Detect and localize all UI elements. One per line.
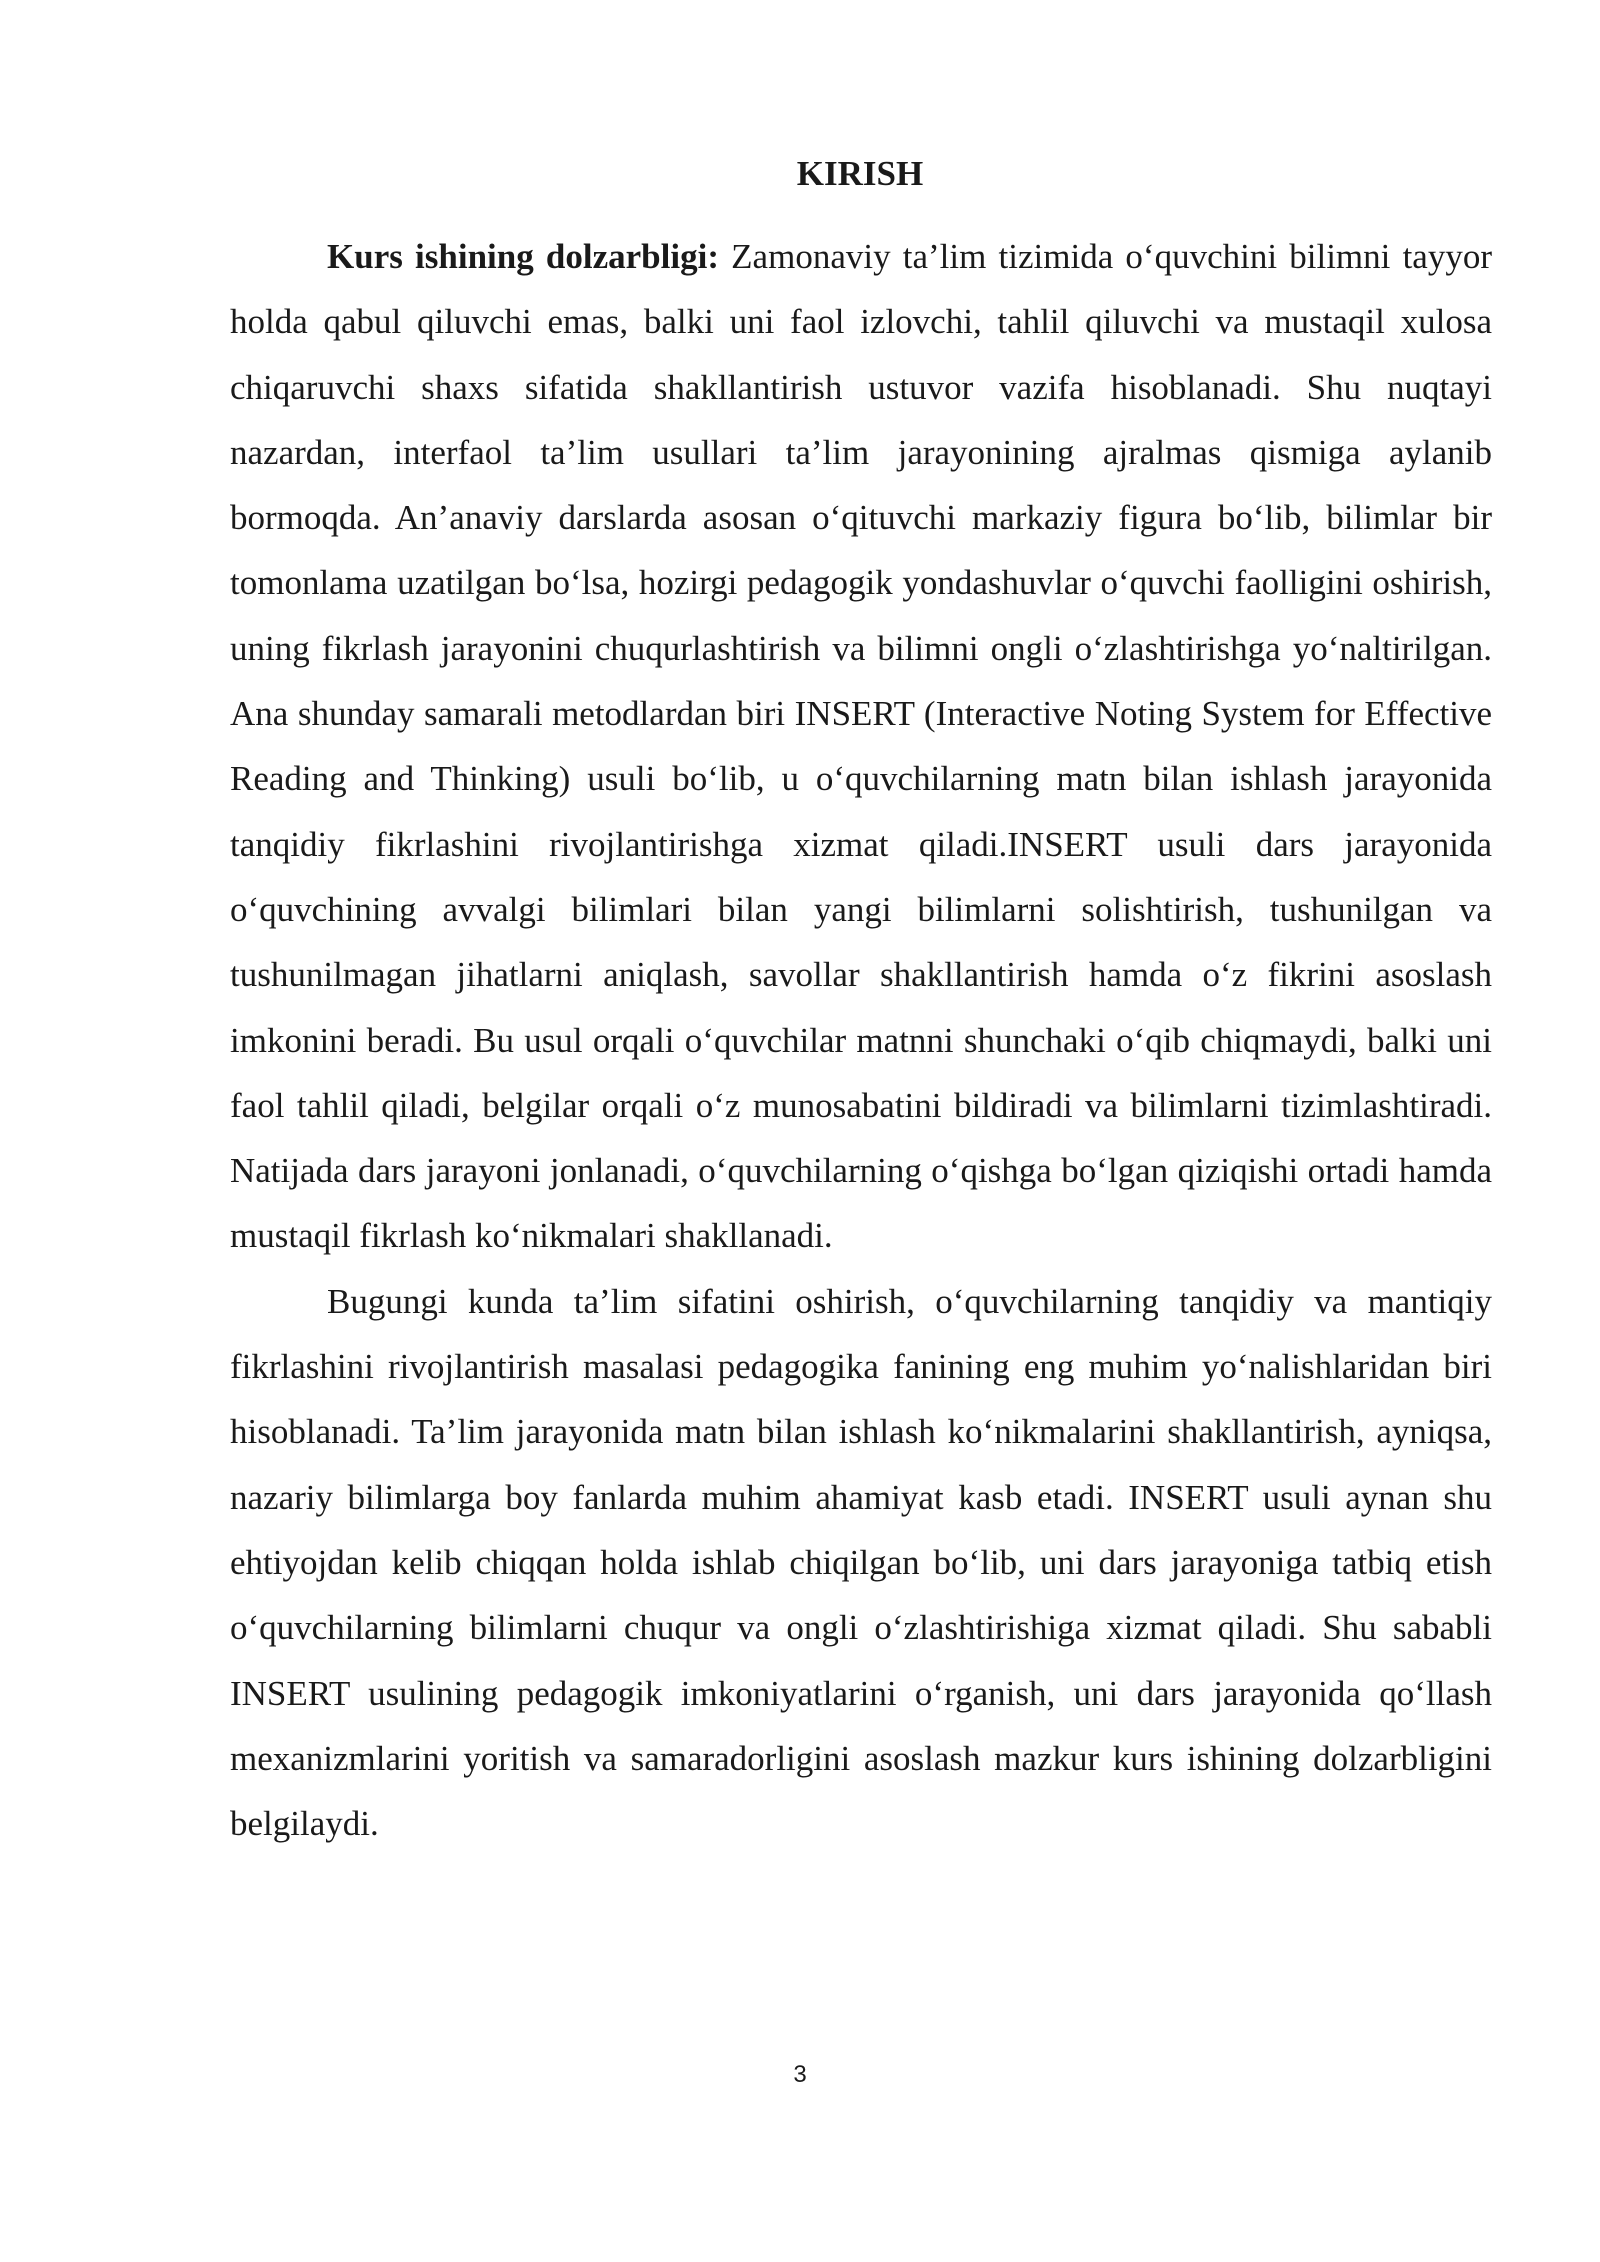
paragraph-text: Bugungi kunda ta’lim sifatini oshirish, o‘quvchilarning tanqidiy va mantiqiy fikrlashini rivojlantirish masalasi pedagogika fanining eng muhim yo‘nalishlaridan biri hisoblanadi. Ta’lim jarayonida matn bilan ishlash ko‘nikmalarini shakllantirish, ayniqsa, nazariy bilimlarga boy fanlarda muhim ahamiyat kasb etadi. INSERT usuli aynan shu ehtiyojdan kelib chiqqan holda ishlab chiqilgan bo‘lib, uni dars jarayoniga tatbiq etish o‘quvchilarning bilimlarni chuqur va ongli o‘zlashtirishiga xizmat qiladi. Shu sababli INSERT usulining pedagogik imkoniyatlarini o‘rganish, uni dars jarayonida qo‘llash mexanizmlarini yoritish va samaradorligini asoslash mazkur kurs ishining dolzarbligini belgilaydi. [230,1281,1492,1844]
paragraph-today [230,1269,1492,1857]
paragraph-text: Zamonaviy ta’lim tizimida o‘quvchini bilimni tayyor holda qabul qiluvchi emas, balki uni faol izlovchi, tahlil qiluvchi va mustaqil xulosa chiqaruvchi shaxs sifatida shakllantirish ustuvor vazifa hisoblanadi. Shu nuqtayi nazardan, interfaol ta’lim usullari ta’lim jarayonining ajralmas qismiga aylanib bormoqda. An’anaviy darslarda asosan o‘qituvchi markaziy figura bo‘lib, bilimlar bir tomonlama uzatilgan bo‘lsa, hozirgi pedagogik yondashuvlar o‘quvchi faolligini oshirish, uning fikrlash jarayonini chuqurlashtirish va bilimni ongli o‘zlashtirishga yo‘naltirilgan. Ana shunday samarali metodlardan biri INSERT (Interactive Noting System for Effective Reading and Thinking) usuli bo‘lib, u o‘quvchilarning matn bilan ishlash jarayonida tanqidiy fikrlashini rivojlantirishga xizmat qiladi.INSERT usuli dars jarayonida o‘quvchining avvalgi bilimlari bilan yangi bilimlarni solishtirish, tushunilgan va tushunilmagan jihatlarni aniqlash, savollar shakllantirish hamda o‘z fikrini asoslash imkonini beradi. Bu usul orqali o‘quvchilar matnni shunchaki o‘qib chiqmaydi, balki uni faol tahlil qiladi, belgilar orqali o‘z munosabatini bildiradi va bilimlarni tizimlashtiradi. Natijada dars jarayoni jonlanadi, o‘quvchilarning o‘qishga bo‘lgan qiziqishi ortadi hamda mustaqil fikrlash ko‘nikmalari shakllanadi. [230,237,1492,1256]
body-text [230,224,1492,1856]
page-number: 3 [793,2061,807,2088]
paragraph-lead-label: Kurs ishining dolzarbligi: [327,237,719,276]
paragraph-relevance [230,224,1492,1269]
section-heading: KIRISH [796,154,924,193]
